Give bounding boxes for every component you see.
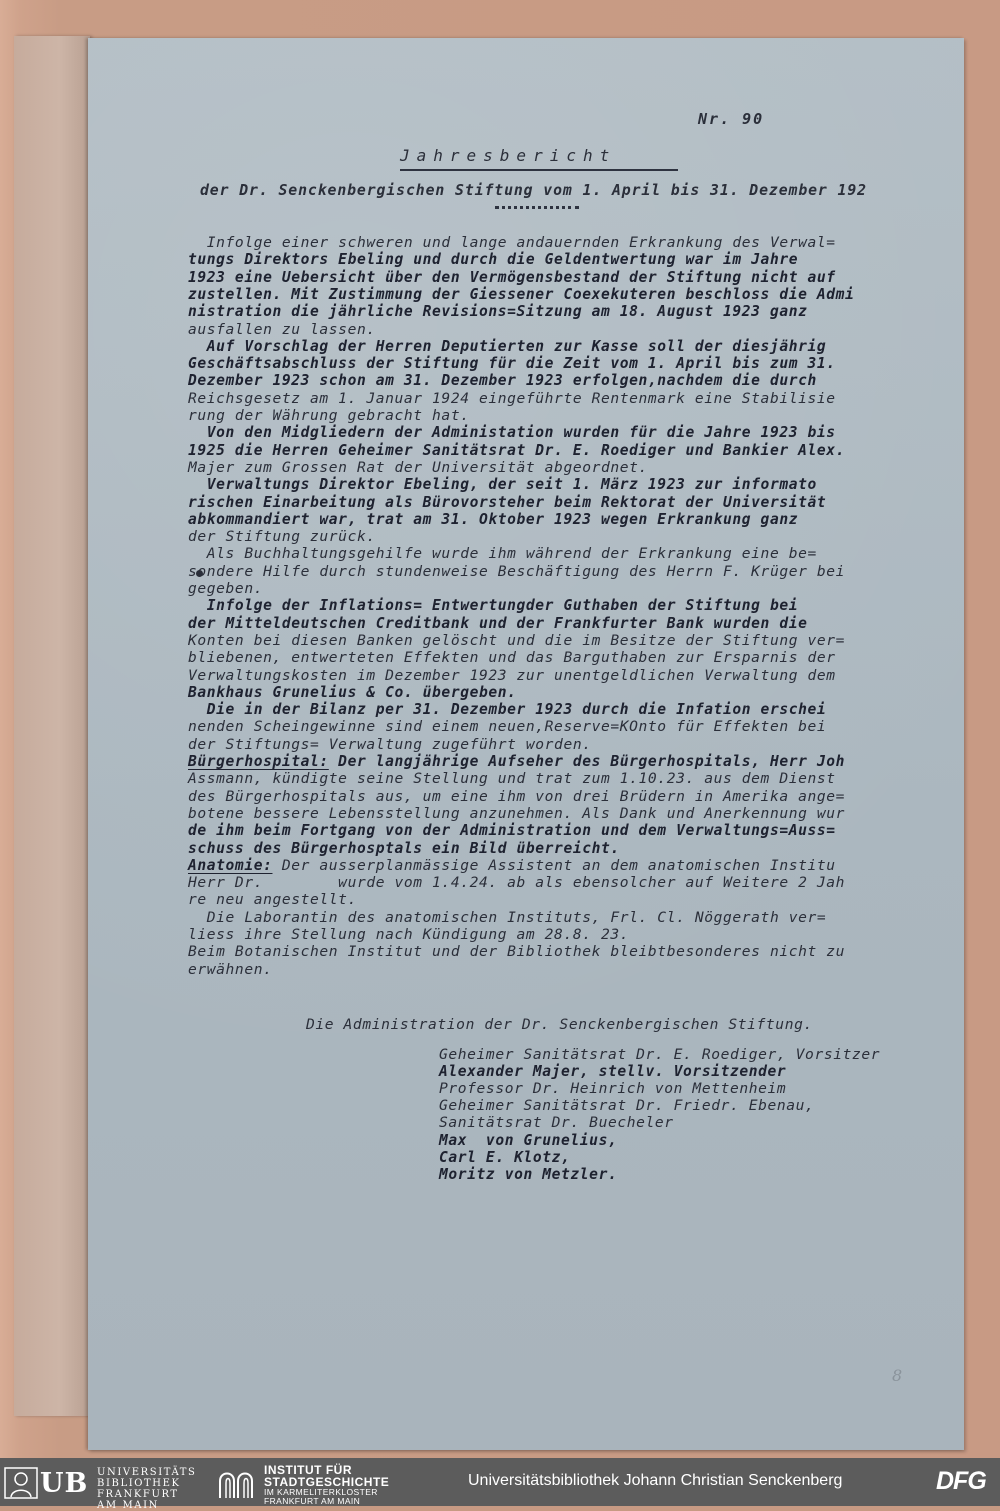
section-heading: Bürgerhospital:: [188, 753, 329, 770]
subtitle-dotted-rule: [495, 206, 579, 209]
ub-line-2: BIBLIOTHEK: [97, 1478, 181, 1489]
body-line: der Mitteldeutschen Creditbank und der Frankfurter Bank wurden die: [188, 614, 808, 632]
body-line: de ihm beim Fortgang von der Administration und dem Verwaltungs=Auss=: [188, 822, 836, 840]
title-underline: [400, 169, 678, 171]
signatory: Carl E. Klotz,: [439, 1148, 571, 1166]
body-line: Bürgerhospital: Der langjährige Aufseher des Bürgerhospitals, Herr Joh: [188, 753, 846, 770]
signatory: Geheimer Sanitätsrat Dr. Friedr. Ebenau,: [439, 1097, 815, 1115]
signatory: Max von Grunelius,: [439, 1131, 618, 1149]
ub-logo[interactable]: [4, 1465, 200, 1511]
ub-portrait-logo-icon: [4, 1467, 38, 1499]
body-line: nenden Scheingewinne sind einem neuen,Reserve=KOnto für Effekten bei: [188, 718, 827, 736]
typewritten-sheet: [88, 38, 964, 1450]
signatory: Sanitätsrat Dr. Buecheler: [439, 1114, 674, 1132]
body-line: re neu angestellt.: [188, 891, 357, 909]
body-line: Konten bei diesen Banken gelöscht und die im Besitze der Stiftung ver=: [188, 631, 846, 649]
body-line: Beim Botanischen Institut und der Bibliothek bleibtbesonderes nicht zu: [188, 943, 846, 961]
body-line: Infolge einer schweren und lange andauernden Erkrankung des Verwal=: [188, 234, 836, 251]
page-number: 8: [892, 1366, 903, 1385]
body-line: Reichsgesetz am 1. Januar 1924 eingeführte Rentenmark eine Stabilisie: [188, 389, 836, 407]
body-line: tungs Direktors Ebeling und durch die Geldentwertung war im Jahre: [188, 251, 799, 269]
body-line: der Stiftung zurück.: [188, 528, 376, 546]
body-line: abkommandiert war, trat am 31. Oktober 1923 wegen Erkrankung ganz: [188, 510, 799, 528]
body-line: Anatomie: Der ausserplanmässige Assistent an dem anatomischen Institu: [188, 856, 836, 874]
isg-line-3: IM KARMELITERKLOSTER: [264, 1487, 378, 1497]
isg-line-2: STADTGESCHICHTE: [264, 1475, 390, 1489]
dfg-logo[interactable]: DFG: [936, 1467, 986, 1495]
signatory: Alexander Majer, stellv. Vorsitzender: [439, 1063, 787, 1081]
body-line: des Bürgerhospitals aus, um eine ihm von drei Brüdern in Amerika ange=: [188, 787, 846, 805]
body-line: Geschäftsabschluss der Stiftung für die Zeit vom 1. April bis zum 31.: [188, 355, 836, 373]
body-line: sondere Hilfe durch stundenweise Beschäftigung des Herrn F. Krüger bei: [188, 562, 846, 580]
document-subtitle: der Dr. Senckenbergischen Stiftung vom 1. April bis 31. Dezember 192: [200, 182, 867, 199]
body-line: botene bessere Lebensstellung anzunehmen. Als Dank und Anerkennung wur: [188, 804, 846, 822]
signatory: Geheimer Sanitätsrat Dr. E. Roediger, Vorsitzer: [439, 1046, 881, 1063]
body-line: Von den Midgliedern der Administation wurden für die Jahre 1923 bis: [188, 424, 836, 442]
body-line: bliebenen, entwerteten Effekten und das Barguthaben zur Ersparnis der: [188, 649, 836, 667]
isg-line-4: FRANKFURT AM MAIN: [264, 1496, 361, 1506]
body-line: ausfallen zu lassen.: [188, 320, 376, 338]
body-line: Auf Vorschlag der Herren Deputierten zur Kasse soll der diesjährig: [188, 337, 827, 355]
isg-arch-logo-icon[interactable]: [216, 1467, 256, 1499]
body-line: Infolge der Inflations= Entwertungder Guthaben der Stiftung bei: [188, 597, 799, 615]
ub-line-1: UNIVERSITÄTS: [97, 1467, 197, 1478]
signatory: Moritz von Metzler.: [439, 1165, 618, 1183]
closing-line: Die Administration der Dr. Senckenbergischen Stiftung.: [306, 1016, 813, 1033]
body-line: Bankhaus Grunelius & Co. übergeben.: [188, 683, 517, 701]
signatory: Professor Dr. Heinrich von Mettenheim: [439, 1080, 787, 1098]
body-line: liess ihre Stellung nach Kündigung am 28.8. 23.: [188, 926, 630, 943]
body-line: Verwaltungskosten im Dezember 1923 zur unentgeldlichen Verwaltung dem: [188, 666, 836, 684]
body-line: Herr Dr. wurde vom 1.4.24. ab als ebensolcher auf Weitere 2 Jah: [188, 874, 846, 892]
body-line: rischen Einarbeitung als Bürovorsteher beim Rektorat der Universität: [188, 493, 827, 511]
library-name-link[interactable]: Universitätsbibliothek Johann Christian Senckenberg: [468, 1472, 843, 1489]
footer-bar: [0, 1458, 1000, 1511]
isg-line-1: INSTITUT FÜR: [264, 1463, 352, 1477]
body-line: Majer zum Grossen Rat der Universität abgeordnet.: [188, 458, 648, 476]
body-line: Assmann, kündigte seine Stellung und trat zum 1.10.23. aus dem Dienst: [188, 770, 836, 788]
body-line: nistration die jährliche Revisions=Sitzung am 18. August 1923 ganz: [188, 303, 808, 321]
ub-line-3: FRANKFURT AM MAIN: [97, 1489, 179, 1511]
body-line: zustellen. Mit Zustimmung der Giessener Coexekuteren beschloss die Admi: [188, 285, 855, 303]
body-line: Die Laborantin des anatomischen Instituts, Frl. Cl. Nöggerath ver=: [188, 908, 827, 926]
body-line: Die in der Bilanz per 31. Dezember 1923 durch die Infation erschei: [188, 701, 827, 719]
body-line: Verwaltungs Direktor Ebeling, der seit 1. März 1923 zur informato: [188, 476, 817, 494]
document-title: Jahresbericht: [400, 146, 617, 165]
body-line: der Stiftungs= Verwaltung zugeführt worden.: [188, 735, 592, 753]
body-line: schuss des Bürgerhosptals ein Bild überreicht.: [188, 839, 620, 857]
body-line: 1925 die Herren Geheimer Sanitätsrat Dr. E. Roediger und Bankier Alex.: [188, 441, 846, 459]
section-heading: Anatomie:: [188, 856, 273, 874]
body-line: erwähnen.: [188, 960, 273, 978]
body-line: 1923 eine Uebersicht über den Vermögensbestand der Stiftung nicht auf: [188, 268, 836, 286]
ub-letters: UB: [40, 1468, 89, 1499]
body-line: gegeben.: [188, 580, 264, 597]
body-line: rung der Währung gebracht hat.: [188, 407, 470, 424]
isg-name[interactable]: [264, 1464, 389, 1506]
body-line: Dezember 1923 schon am 31. Dezember 1923 erfolgen,nachdem die durch: [188, 372, 817, 390]
ub-name: [97, 1467, 200, 1511]
body-line: Als Buchhaltungsgehilfe wurde ihm während der Erkrankung eine be=: [188, 545, 817, 563]
document-number: Nr. 90: [698, 110, 765, 128]
underlying-page-edge: [14, 36, 90, 1416]
